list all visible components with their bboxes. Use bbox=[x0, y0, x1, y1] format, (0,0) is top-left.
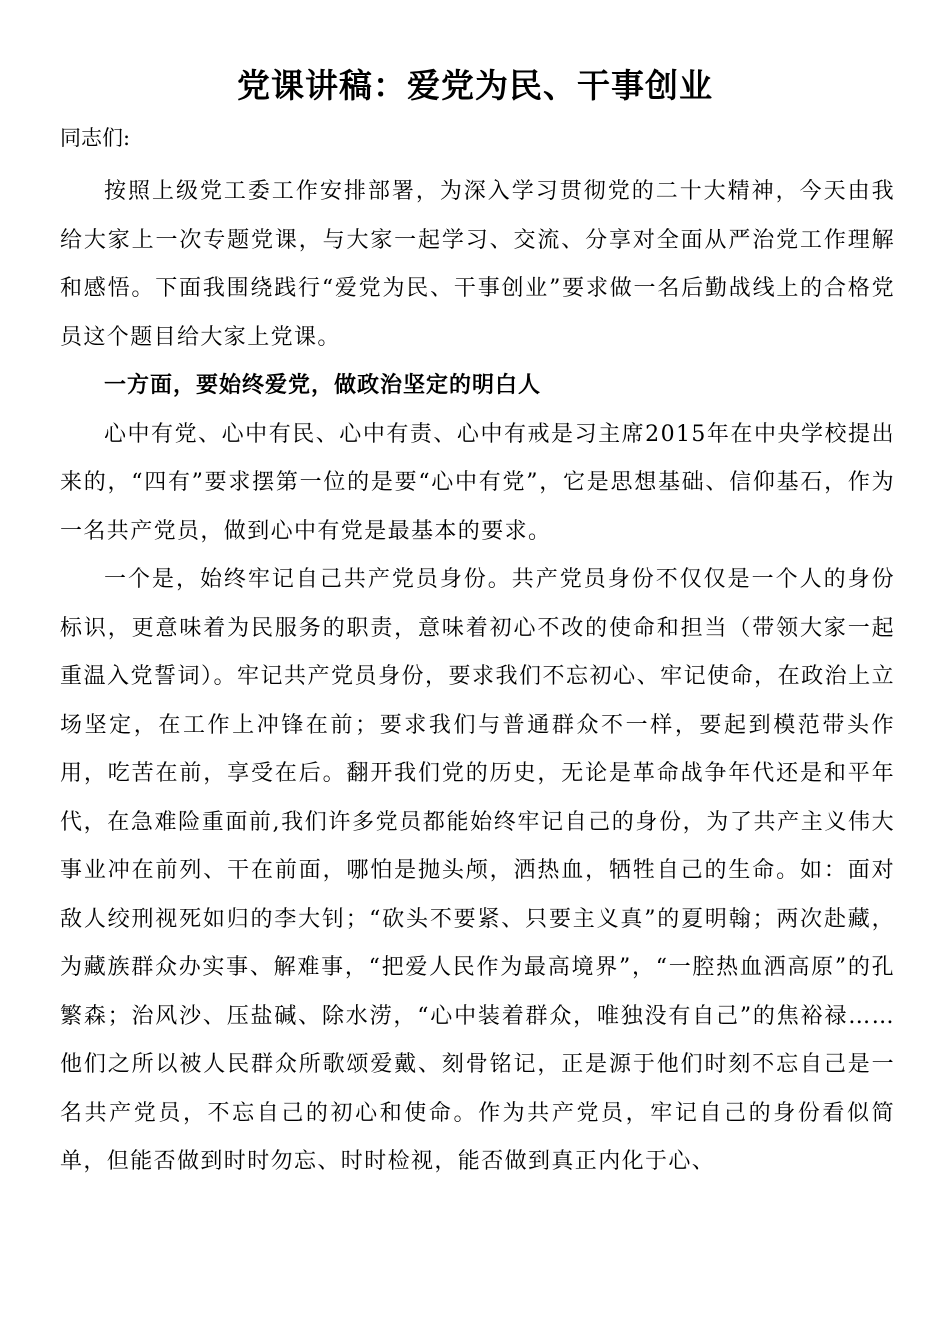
greeting: 同志们: bbox=[60, 126, 131, 150]
document-title: 党课讲稿：爱党为民、干事创业 bbox=[237, 66, 713, 105]
section-heading: 一方面，要始终爱党，做政治坚定的明白人 bbox=[104, 373, 542, 398]
document-body bbox=[60, 168, 895, 1187]
paragraph-four-haves: 心中有党、心中有民、心中有责、心中有戒是习主席2015年在中央学校提出来的，“四有”要求摆第一位的是要“心中有党”，它是思想基础、信仰基石，作为一名共产党员，做到心中有党是最基本的要求。 bbox=[60, 421, 895, 544]
paragraph-party-identity: 一个是，始终牢记自己共产党员身份。共产党员身份不仅仅是一个人的身份标识，更意味着为民服务的职责，意味着初心不改的使命和担当（带领大家一起重温入党誓词）。牢记共产党员身份，要求我们不忘初心、牢记使命，在政治上立场坚定，在工作上冲锋在前；要求我们与普通群众不一样，要起到模范带头作用，吃苦在前，享受在后。翻开我们党的历史，无论是革命战争年代还是和平年代，在急难险重面前,我们许多党员都能始终牢记自己的身份，为了共产主义伟大事业冲在前列、干在前面，哪怕是抛头颅，洒热血，牺牲自己的生命。如：面对敌人绞刑视死如归的李大钊；“砍头不要紧、只要主义真”的夏明翰；两次赴藏，为藏族群众办实事、解难事，“把爱人民作为最高境界”，“一腔热血洒高原”的孔繁森；治风沙、压盐碱、除水涝，“心中装着群众，唯独没有自己”的焦裕禄……他们之所以被人民群众所歌颂爱戴、刻骨铭记，正是源于他们时刻不忘自己是一名共产党员，不忘自己的初心和使命。作为共产党员，牢记自己的身份看似简单，但能否做到时时勿忘、时时检视，能否做到真正内化于心、 bbox=[60, 567, 895, 1174]
paragraph-intro: 按照上级党工委工作安排部署，为深入学习贯彻党的二十大精神，今天由我给大家上一次专题党课，与大家一起学习、交流、分享对全面从严治党工作理解和感悟。下面我围绕践行“爱党为民、干事创业”要求做一名后勤战线上的合格党员这个题目给大家上党课。 bbox=[60, 179, 895, 350]
